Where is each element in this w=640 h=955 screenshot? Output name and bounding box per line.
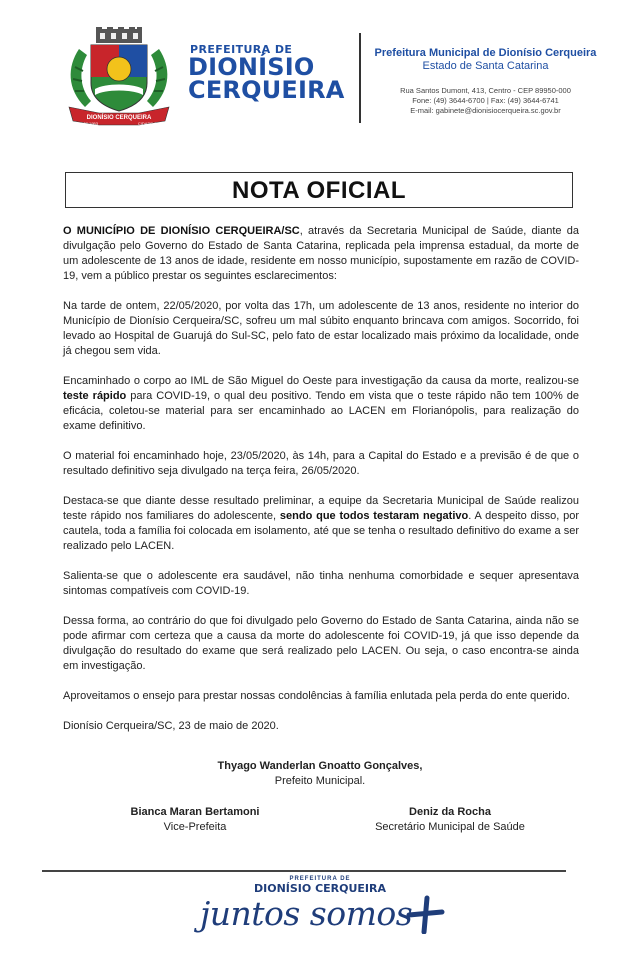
paragraph-3-text-a: Encaminhado o corpo ao IML de São Miguel do Oeste para investigação da causa da morte, realizou-se [63,375,579,387]
logo-prefix: PREFEITURA DE [190,43,293,56]
secretary-title: Secretário Municipal de Saúde [375,821,525,833]
state-name: Estado de Santa Catarina [422,60,549,72]
mayor-name: Thyago Wanderlan Gnoatto Gonçalves, [217,760,423,772]
paragraph-1-text: , através da Secretaria Municipal de Saúde, diante da divulgação pelo Governo do Estado de Santa Catarina, replicada pela imprensa estadual, da morte de um adolescente de 13 anos de idade, residente em nosso município, supostamente em razão de COVID-19, vem a público prestar os seguintes esclarecimentos: [63,225,580,282]
paragraph-3-text-b: para COVID-19, o qual deu positivo. Tendo em vista que o teste rápido não tem 100% de eficácia, coletou-se material para ser encaminhado ao LACEN em Florianópolis, para realização do exame definitivo. [63,390,579,432]
footer-logo-prefix: PREFEITURA DE [289,876,351,882]
emblem-ribbon-text: DIONÍSIO CERQUEIRA [86,115,152,121]
vice-mayor-title: Vice-Prefeita [163,821,227,833]
coat-of-arms-icon [59,27,179,127]
paragraph-1-bold: O MUNICÍPIO DE DIONÍSIO CERQUEIRA/SC [63,225,300,237]
mayor-title: Prefeito Municipal. [274,775,366,787]
paragraph-3-bold: teste rápido [63,390,127,402]
paragraph-3 [63,374,579,434]
document-body [63,224,579,749]
paragraph-1 [63,224,579,284]
header-divider [359,33,361,123]
paragraph-5-text-b: . A despeito disso, por cautela, toda a família foi colocada em isolamento, até que se tenha o resultado definitivo do exame a ser realizado pelo LACEN. [63,510,579,552]
vice-mayor-name: Bianca Maran Bertamoni [130,806,260,818]
address-line: Rua Santos Dumont, 413, Centro - CEP 89950-000 [400,86,571,95]
title-box [65,172,573,208]
organization-name: Prefeitura Municipal de Dionísio Cerqueira [374,47,597,59]
phone-line: Fone: (49) 3644-6700 | Fax: (49) 3644-6741 [412,96,559,105]
place-and-date: Dionísio Cerqueira/SC, 23 de maio de 2020. [63,720,279,732]
paragraph-7: Dessa forma, ao contrário do que foi divulgado pelo Governo do Estado de Santa Catarina, ainda não se pode afirmar com certeza que a causa da morte do adolescente foi COVID-19, já que isso depende da divulgação do resultado do exame que será realizado pelo LACEN. Ou seja, o caso encontra-se ainda em investigação. [63,615,579,672]
email-line: E-mail: gabinete@dionisiocerqueira.sc.gov.br [410,106,561,115]
contact-block [373,47,598,116]
footer-logo-name: DIONÍSIO CERQUEIRA [254,882,386,895]
paragraph-5 [63,494,579,554]
paragraph-2: Na tarde de ontem, 22/05/2020, por volta das 17h, um adolescente de 13 anos, residente no interior do Município de Dionísio Cerqueira/SC, sofreu um mal súbito enquanto brincava com amigos. Socorrido, foi levado ao Hospital de Guarujá do Sul-SC, pelo fato de estar localizado mais próximo da localidade, onde já chegou sem vida. [63,300,579,357]
document-title: NOTA OFICIAL [232,177,406,204]
letterhead [55,25,595,135]
secretary-name: Deniz da Rocha [409,806,491,818]
paragraph-5-bold: sendo que todos testaram negativo [279,510,469,522]
paragraph-5-text-a: Destaca-se que diante desse resultado preliminar, a equipe da Secretaria Municipal de Saúde realizou teste rápido nos familiares do adolescente, [63,495,579,522]
paragraph-4: O material foi encaminhado hoje, 23/05/2020, às 14h, para a Capital do Estado e a previsão é de que o resultado definitivo seja divulgado na terça feira, 26/05/2020. [63,450,579,477]
signature-mayor [180,759,460,789]
paragraph-6: Salienta-se que o adolescente era saudável, não tinha nenhuma comorbidade e sequer apresentava sintomas compatíveis com COVID-19. [63,570,579,597]
signature-health-secretary [340,805,560,835]
emblem-left-date: VILA 24-07-1953 [67,121,99,126]
slogan-text: juntos somos [200,894,413,933]
logo-line-2: CERQUEIRA [188,76,345,104]
plus-icon [405,894,445,934]
footer-divider [42,870,566,872]
signature-vice-mayor [95,805,295,835]
logo-line-1: DIONÍSIO [188,53,315,81]
emblem-right-date: CIDADE 1-11-1959 [137,121,173,126]
paragraph-8: Aproveitamos o ensejo para prestar nossas condolências à família enlutada pela perda do ente querido. [63,690,570,702]
footer-slogan [200,890,450,950]
